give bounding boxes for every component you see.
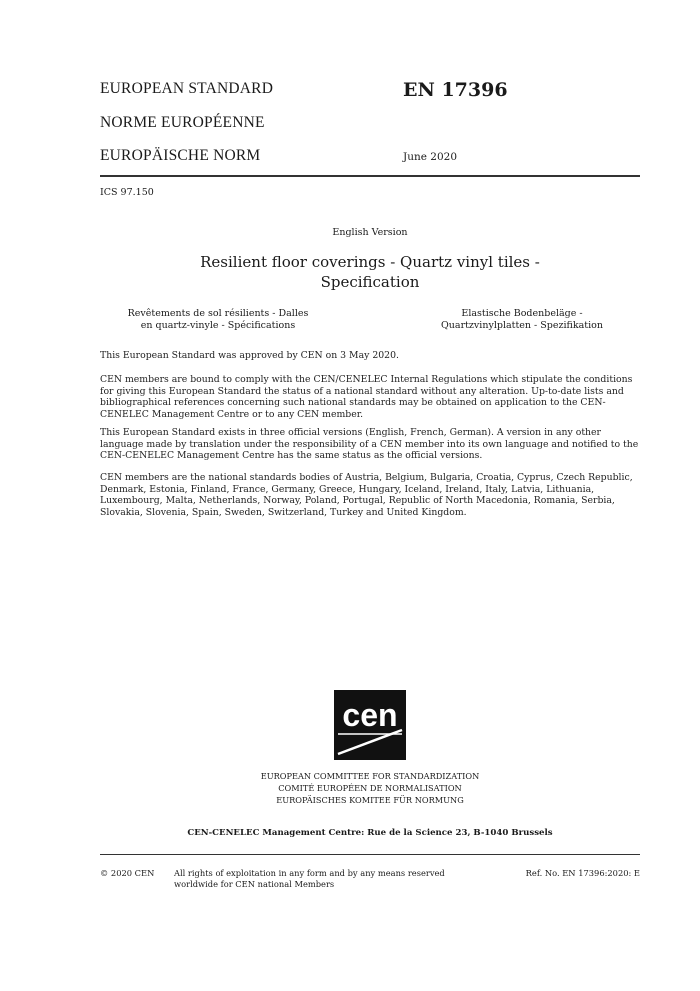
title-line-1: Resilient floor coverings - Quartz vinyl tiles - [200, 253, 540, 271]
committee-de: EUROPÄISCHES KOMITEE FÜR NORMUNG [276, 795, 464, 805]
french-title-line-2: en quartz-vinyle - Spécifications [140, 320, 296, 331]
cen-logo-text: cen [342, 697, 398, 733]
title-line-2: Specification [320, 273, 420, 291]
committee-fr: COMITÉ EUROPÉEN DE NORMALISATION [278, 783, 462, 793]
members-paragraph: CEN members are the national standards bodies of Austria, Belgium, Bulgaria, Croatia, Cyprus, Czech Republic, Denmark, Estonia, Finland, France, Germany, Greece, Hungary, Iceland, Ireland, Italy, Latvia, Lithuania, Luxembourg, Malta, Netherlands, Norway, Poland, Portugal, Republic of North Macedonia, Romania, Serbia, Slovakia, Slovenia, Spain, Sweden, Switzerland, Turkey and United Kingdom. [100, 472, 633, 518]
reference-number: Ref. No. EN 17396:2020: E [525, 868, 640, 878]
committee-names [0, 770, 700, 806]
management-centre: CEN-CENELEC Management Centre: Rue de la Science 23, B-1040 Brussels [187, 828, 553, 838]
copyright: © 2020 CEN [100, 868, 155, 878]
rights-line-2: worldwide for CEN national Members [174, 878, 335, 889]
publication-date: June 2020 [403, 151, 458, 163]
ics-code: ICS 97.150 [100, 187, 154, 198]
french-title-line-1: Revêtements de sol résilients - Dalles [127, 308, 309, 319]
header-norme-europeenne: NORME EUROPÉENNE [100, 114, 265, 131]
committee-en: EUROPEAN COMMITTEE FOR STANDARDIZATION [260, 771, 480, 781]
german-title-line-2: Quartzvinylplatten - Spezifikation [441, 320, 603, 331]
rights-line-1: All rights of exploitation in any form and by any means reserved [174, 868, 445, 878]
approval-paragraph: This European Standard was approved by CEN on 3 May 2020. [100, 350, 399, 361]
header-european-standard: EUROPEAN STANDARD [100, 80, 274, 97]
cen-logo-icon [334, 690, 406, 760]
versions-paragraph: This European Standard exists in three official versions (English, French, German). A version in any other language made by translation under the responsibility of a CEN member into its own language and notified to the CEN-CENELEC Management Centre has the same status as the official versions. [100, 427, 639, 462]
header-rule [100, 175, 640, 177]
footer-rule [100, 854, 640, 855]
version-label: English Version [332, 227, 408, 238]
standard-number: EN 17396 [403, 79, 508, 101]
german-title [422, 308, 622, 332]
compliance-paragraph: CEN members are bound to comply with the CEN/CENELEC Internal Regulations which stipulate the conditions for giving this European Standard the status of a national standard without any alteration. Up-to-date lists and bibliographical references concerning such national standards may be obtained on application to the CEN-CENELEC Management Centre or to any CEN member. [100, 374, 633, 420]
rights-statement [174, 868, 445, 889]
german-title-line-1: Elastische Bodenbeläge - [461, 308, 583, 319]
french-title [118, 308, 318, 332]
header-europaische-norm: EUROPÄISCHE NORM [100, 147, 261, 164]
document-title [0, 252, 700, 292]
